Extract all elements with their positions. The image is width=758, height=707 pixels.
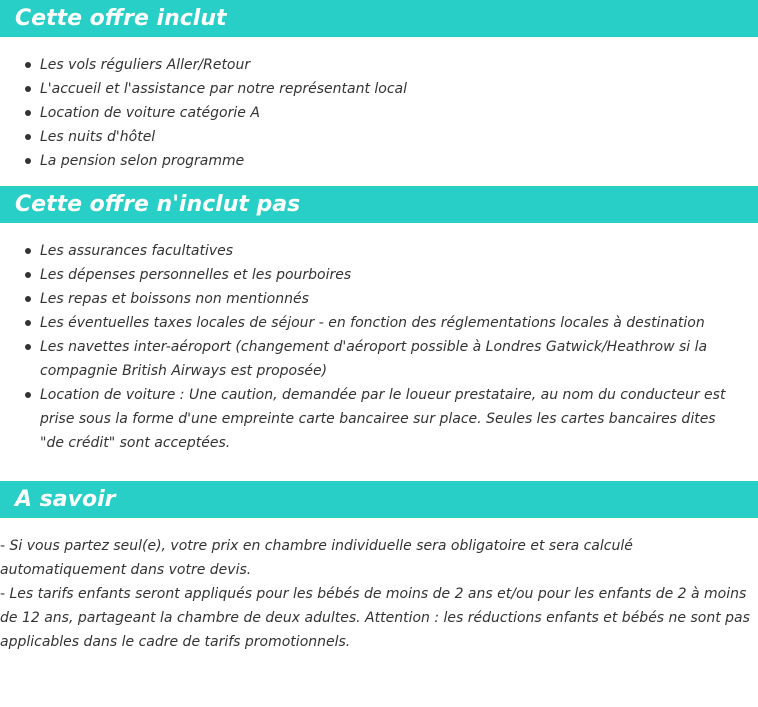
section-title-included: Cette offre inclut: [0, 0, 758, 37]
list-item: Les nuits d'hôtel: [0, 125, 758, 149]
list-item: Les repas et boissons non mentionnés: [0, 287, 758, 311]
included-list: [0, 37, 758, 186]
list-item: L'accueil et l'assistance par notre représentant local: [0, 77, 758, 101]
not-included-list: [0, 223, 758, 481]
section-good-to-know: [0, 481, 758, 654]
section-title-not-included: Cette offre n'inclut pas: [0, 186, 758, 223]
list-item: Les éventuelles taxes locales de séjour - en fonction des réglementations locales à destination: [0, 311, 758, 335]
info-paragraph: - Si vous partez seul(e), votre prix en chambre individuelle sera obligatoire et sera calculé automatiquement dans votre devis.: [0, 538, 633, 578]
list-item: Location de voiture : Une caution, demandée par le loueur prestataire, au nom du conducteur est prise sous la forme d'une empreinte carte bancairee sur place. Seules les cartes bancaires dites "de crédit" sont acceptées.: [0, 383, 758, 455]
section-title-good-to-know: A savoir: [0, 481, 758, 518]
list-item: Les assurances facultatives: [0, 239, 758, 263]
list-item: Les vols réguliers Aller/Retour: [0, 53, 758, 77]
list-item: Location de voiture catégorie A: [0, 101, 758, 125]
list-item: Les navettes inter-aéroport (changement d'aéroport possible à Londres Gatwick/Heathrow si la compagnie British Airways est proposée): [0, 335, 758, 383]
info-paragraph: - Les tarifs enfants seront appliqués pour les bébés de moins de 2 ans et/ou pour les enfants de 2 à moins de 12 ans, partageant la chambre de deux adultes. Attention : les réductions enfants et bébés ne sont pas applicables dans le cadre de tarifs promotionnels.: [0, 586, 750, 650]
section-included: [0, 0, 758, 186]
section-not-included: [0, 186, 758, 481]
list-item: La pension selon programme: [0, 149, 758, 173]
good-to-know-text: [0, 518, 758, 654]
list-item: Les dépenses personnelles et les pourboires: [0, 263, 758, 287]
